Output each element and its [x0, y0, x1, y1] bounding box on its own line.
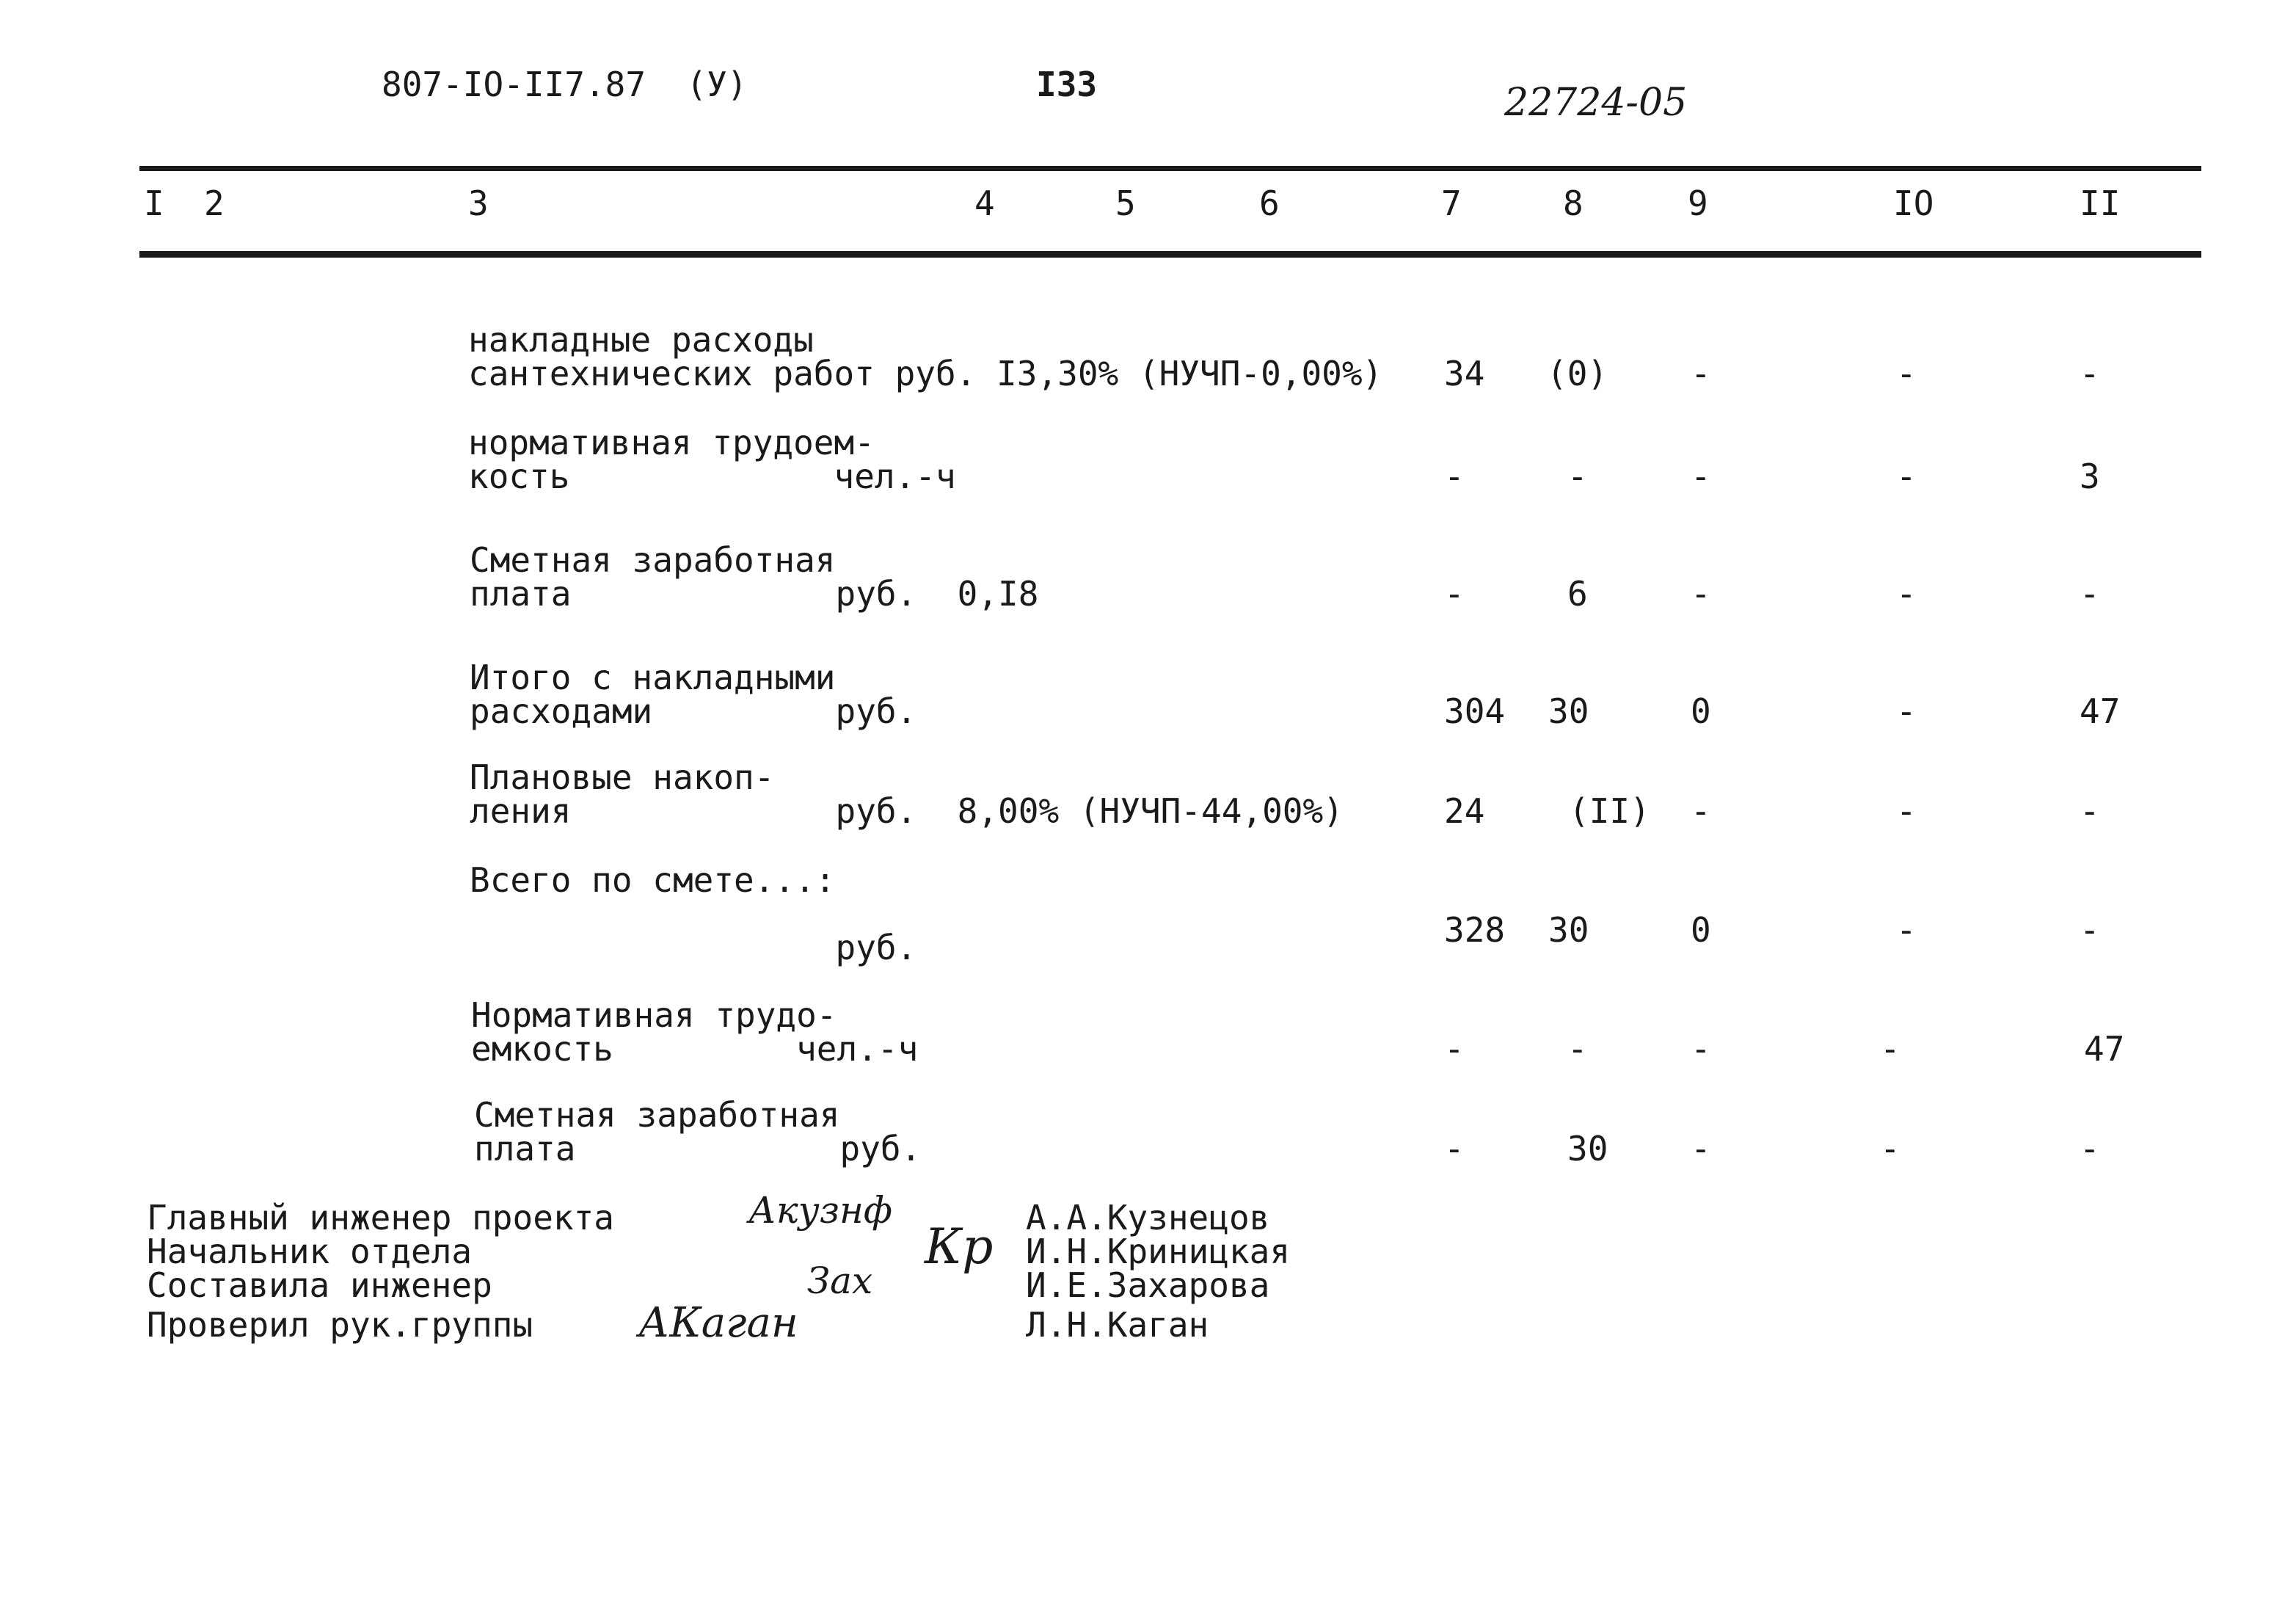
cell-col7: 34: [1444, 354, 1485, 393]
cell-col11: 47: [2084, 1029, 2125, 1069]
cell-col8: 6: [1567, 574, 1588, 614]
cell-col9: -: [1691, 354, 1711, 393]
signature-role: Проверил рук.группы: [147, 1305, 533, 1345]
cell-col7: 24: [1444, 791, 1485, 831]
handwritten-signature: Кр: [925, 1218, 994, 1275]
row-label: Плановые накоп- ления руб. 8,00% (НУЧП-44,00%): [470, 757, 1344, 831]
cell-col10: -: [1896, 574, 1917, 614]
signature-name: И.Н.Криницкая: [1026, 1232, 1291, 1271]
column-header: 8: [1563, 183, 1583, 223]
archive-number: 22724-05: [1504, 81, 1688, 125]
cell-col10: -: [1896, 910, 1917, 950]
cell-col8: 30: [1567, 1129, 1608, 1168]
cell-col7: 328: [1444, 910, 1506, 950]
column-header: 3: [468, 183, 489, 223]
cell-col8: -: [1567, 457, 1588, 496]
signature-role: Начальник отдела: [147, 1232, 473, 1271]
column-header: 2: [204, 183, 225, 223]
cell-col8: 30: [1548, 691, 1589, 731]
handwritten-signature: Зах: [807, 1260, 873, 1302]
row-label: Всего по смете...: руб.: [470, 860, 917, 967]
cell-col9: -: [1691, 574, 1711, 614]
page-number: I33: [1036, 65, 1098, 104]
cell-col10: -: [1896, 354, 1917, 393]
cell-col10: -: [1880, 1129, 1900, 1168]
cell-col11: 47: [2080, 691, 2121, 731]
cell-col9: -: [1691, 457, 1711, 496]
column-header: I: [144, 183, 164, 223]
column-header: 6: [1259, 183, 1280, 223]
row-label: накладные расходы сантехнических работ руб. I3,30% (НУЧП-0,00%): [468, 320, 1383, 393]
cell-col7: 304: [1444, 691, 1506, 731]
column-header: IO: [1893, 183, 1934, 223]
table-header-rule: [139, 251, 2201, 258]
cell-col11: -: [2080, 791, 2100, 831]
cell-col11: -: [2080, 1129, 2100, 1168]
signature-role: Составила инженер: [147, 1265, 492, 1305]
signature-name: Л.Н.Каган: [1026, 1305, 1209, 1345]
row-label: нормативная трудоем- кость чел.-ч: [468, 423, 956, 496]
cell-col9: -: [1691, 791, 1711, 831]
cell-col8: (II): [1569, 791, 1650, 831]
column-header: II: [2080, 183, 2121, 223]
cell-col10: -: [1896, 791, 1917, 831]
cell-col7: -: [1444, 1029, 1465, 1069]
column-header: 5: [1115, 183, 1136, 223]
handwritten-signature: АКаган: [638, 1299, 798, 1347]
document-code: 807-IO-II7.87 (У): [382, 65, 748, 104]
cell-col7: -: [1444, 457, 1465, 496]
handwritten-signature: Акузнф: [748, 1189, 893, 1232]
row-label: Сметная заработная плата руб. 0,I8: [470, 540, 1039, 614]
row-label: Сметная заработная плата руб.: [474, 1095, 922, 1168]
column-header: 9: [1688, 183, 1708, 223]
signature-name: И.Е.Захарова: [1026, 1265, 1270, 1305]
cell-col9: 0: [1691, 910, 1711, 950]
cell-col10: -: [1880, 1029, 1900, 1069]
cell-col8: 30: [1548, 910, 1589, 950]
cell-col8: (0): [1547, 354, 1608, 393]
cell-col9: -: [1691, 1029, 1711, 1069]
cell-col10: -: [1896, 691, 1917, 731]
column-header: 7: [1441, 183, 1462, 223]
column-header: 4: [974, 183, 995, 223]
cell-col11: -: [2080, 574, 2100, 614]
row-label: Итого с накладными расходами руб.: [470, 658, 917, 731]
cell-col9: 0: [1691, 691, 1711, 731]
signature-name: А.А.Кузнецов: [1026, 1198, 1270, 1237]
cell-col11: 3: [2080, 457, 2100, 496]
cell-col11: -: [2080, 910, 2100, 950]
table-top-rule: [139, 166, 2201, 171]
cell-col10: -: [1896, 457, 1917, 496]
cell-col8: -: [1567, 1029, 1588, 1069]
cell-col7: -: [1444, 1129, 1465, 1168]
cell-col11: -: [2080, 354, 2100, 393]
row-label: Нормативная трудо- емкость чел.-ч: [471, 995, 919, 1069]
cell-col7: -: [1444, 574, 1465, 614]
cell-col9: -: [1691, 1129, 1711, 1168]
signature-role: Главный инженер проекта: [147, 1198, 614, 1237]
